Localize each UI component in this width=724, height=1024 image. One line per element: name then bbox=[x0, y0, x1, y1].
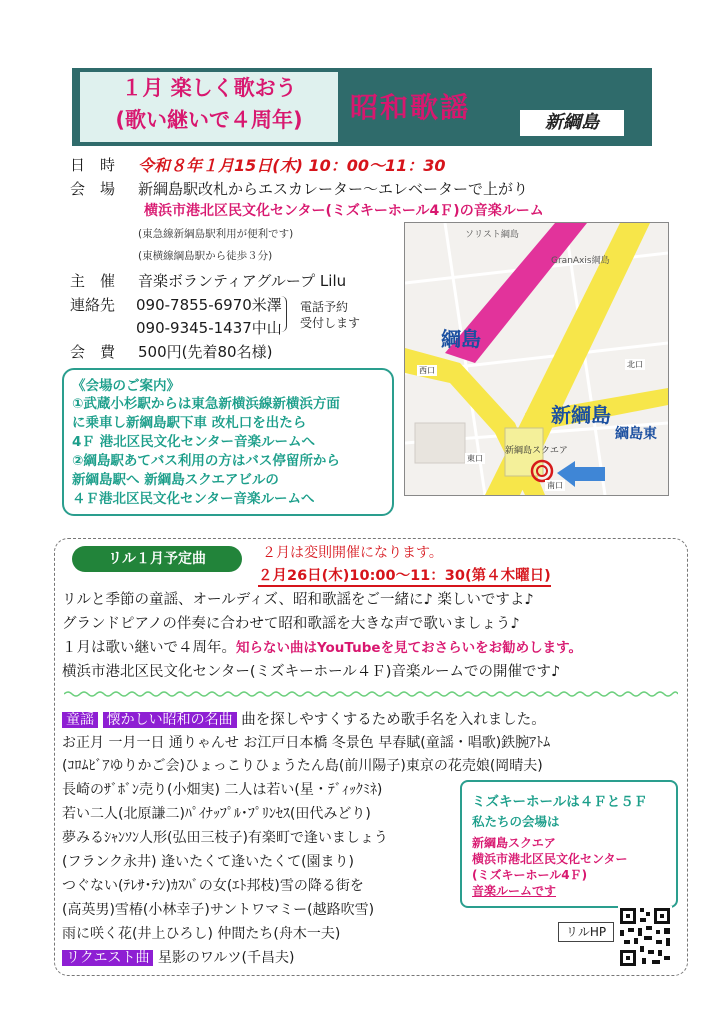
mizuki-line2: 私たちの会場は bbox=[472, 814, 560, 829]
contact-label: 連絡先 bbox=[70, 296, 116, 314]
song-line5: 夢みるｼｬﾝｿﾝ人形(弘田三枝子)有楽町で逢いましょう bbox=[62, 830, 388, 846]
request-line bbox=[62, 947, 294, 967]
venue-note2: (東横線綱島駅から徒歩３分) bbox=[138, 250, 273, 262]
song-line2: (ｺﾛﾑﾋﾞｱゆりかご会)ひょっこりひょうたん島(前川陽子)東京の花売娘(岡晴夫) bbox=[62, 758, 543, 774]
guide-line5: ②綱島駅あてバス利用の方はバス停留所から bbox=[72, 453, 340, 469]
mizuki-line1: ミズキーホールは４Ｆと５Ｆ bbox=[472, 794, 648, 810]
para3b: 知らない曲はYouTubeを見ておさらいをお勧めします。 bbox=[236, 640, 582, 656]
guide-line7: ４Ｆ港北区民文化センター音楽ルームへ bbox=[72, 491, 315, 507]
title-right: 昭和歌謡 bbox=[350, 91, 471, 124]
host-label: 主 催 bbox=[70, 272, 116, 290]
contact-bracket bbox=[280, 296, 287, 332]
guide-line1: 《会場のご案内》 bbox=[72, 378, 180, 394]
song-line3: 長崎のｻﾞﾎﾞﾝ売り(小畑実) 二人は若い(星・ﾃﾞｨｯｸﾐﾈ) bbox=[62, 782, 383, 798]
song-line1: お正月 一月一日 通りゃんせ お江戸日本橋 冬景色 早春賦(童謡・唱歌)鉄腕ｱﾄﾑ bbox=[62, 735, 551, 751]
notice-line2: ２月26日(木)10:00～11：30(第４木曜日) bbox=[258, 564, 551, 587]
request-song: 星影のワルツ(千昌夫) bbox=[157, 950, 295, 966]
qr-code-icon[interactable] bbox=[618, 906, 672, 968]
song-line4: 若い二人(北原謙二)ﾊﾟｲﾅｯﾌﾟﾙ･ﾌﾟﾘﾝｾｽ(田代みどり) bbox=[62, 806, 371, 822]
song-line9: 雨に咲く花(井上ひろし) 仲間たち(舟木一夫) bbox=[62, 926, 341, 942]
host-value: 音楽ボランティアグループ Lilu bbox=[138, 272, 347, 290]
mizuki-hall-box bbox=[460, 780, 678, 908]
contact-note2: 受付します bbox=[300, 316, 361, 330]
tag-doyo: 童謡 bbox=[62, 712, 98, 728]
venue-guide-box bbox=[62, 368, 394, 516]
date-value: 令和８年１月15日(木) 10：00～11：30 bbox=[138, 156, 446, 175]
title-line1: １月 楽しく歌おう bbox=[121, 76, 297, 100]
map-label-north: 北口 bbox=[627, 360, 643, 369]
venue-line1: 新綱島駅改札からエスカレーター～エレベーターで上がり bbox=[138, 180, 529, 198]
songs-intro: 曲を探しやすくするため歌手名を入れました。 bbox=[241, 712, 546, 728]
contact-note1: 電話予約 bbox=[300, 300, 349, 314]
contact-line1: 090-7855-6970米澤 bbox=[136, 296, 282, 314]
map-label-granaxis: GranAxis綱島 bbox=[551, 256, 610, 266]
area-map bbox=[404, 222, 669, 496]
map-label-west: 西口 bbox=[419, 366, 435, 375]
para4: 横浜市港北区民文化センター(ミズキーホール４Ｆ)音楽ルームでの開催です♪ bbox=[62, 664, 561, 680]
venue-line2: 横浜市港北区民文化センター(ミズキーホール4Ｆ)の音楽ルーム bbox=[144, 203, 544, 219]
place-tag: 新綱島 bbox=[520, 110, 624, 136]
tag-request: リクエスト曲 bbox=[62, 950, 153, 966]
mizuki-line6: 音楽ルームです bbox=[472, 884, 557, 898]
para3a: １月は歌い継いで４周年。 bbox=[62, 640, 236, 656]
contact-line2: 090-9345-1437中山 bbox=[136, 319, 282, 337]
song-line6: (フランク永井) 逢いたくて逢いたくて(園まり) bbox=[62, 854, 355, 870]
guide-line6: 新綱島駅へ 新綱島スクエアビルの bbox=[72, 472, 279, 488]
map-label-south: 南口 bbox=[547, 481, 563, 490]
map-label-tsunashima-east: 綱島東 bbox=[615, 426, 657, 442]
song-line8: (高英男)雪椿(小林幸子)サントワマミー(越路吹雪) bbox=[62, 902, 375, 918]
date-label: 日 時 bbox=[70, 156, 116, 174]
fee-value: 500円(先着80名様) bbox=[138, 343, 273, 361]
mizuki-line4: 横浜市港北区民文化センター bbox=[472, 852, 628, 866]
tag-showa: 懐かしい昭和の名曲 bbox=[103, 712, 237, 728]
map-label-sorist: ソリスト綱島 bbox=[465, 230, 519, 240]
mizuki-line3: 新綱島スクエア bbox=[472, 836, 556, 850]
notice-line1: ２月は変則開催になります。 bbox=[262, 545, 443, 561]
map-label-tsunashima: 綱島 bbox=[441, 327, 481, 351]
wavy-divider bbox=[64, 690, 678, 698]
para1: リルと季節の童謡、オールディズ、昭和歌謡をご一緒に♪ 楽しいですよ♪ bbox=[62, 592, 534, 608]
para2: グランドピアノの伴奏に合わせて昭和歌謡を大きな声で歌いましょう♪ bbox=[62, 616, 520, 632]
mizuki-line5: (ミズキーホール4Ｆ) bbox=[472, 868, 588, 882]
fee-label: 会 費 bbox=[70, 343, 116, 361]
title-line2: (歌い継いで４周年) bbox=[115, 108, 303, 132]
homepage-label: リルHP bbox=[558, 922, 614, 942]
guide-line4: 4Ｆ 港北区民文化センター音楽ルームへ bbox=[72, 434, 316, 450]
map-label-east: 東口 bbox=[467, 454, 483, 463]
songs-header bbox=[62, 708, 546, 729]
guide-line2: ①武蔵小杉駅からは東急新横浜線新横浜方面 bbox=[72, 396, 340, 412]
title-box bbox=[80, 72, 338, 142]
venue-label: 会 場 bbox=[70, 180, 116, 198]
para3 bbox=[62, 636, 582, 657]
song-line7: つぐない(ﾃﾚｻ･ﾃﾝ)ｶｽﾊﾞの女(ｴﾄ邦枝)雪の降る街を bbox=[62, 878, 364, 894]
schedule-pill: リル１月予定曲 bbox=[72, 546, 242, 572]
guide-line3: に乗車し新綱島駅下車 改札口を出たら bbox=[72, 415, 307, 431]
map-label-shintsunashima: 新綱島 bbox=[551, 403, 611, 427]
map-label-square: 新綱島スクエア bbox=[505, 446, 568, 456]
venue-note1: (東急線新綱島駅利用が便利です) bbox=[138, 228, 294, 240]
